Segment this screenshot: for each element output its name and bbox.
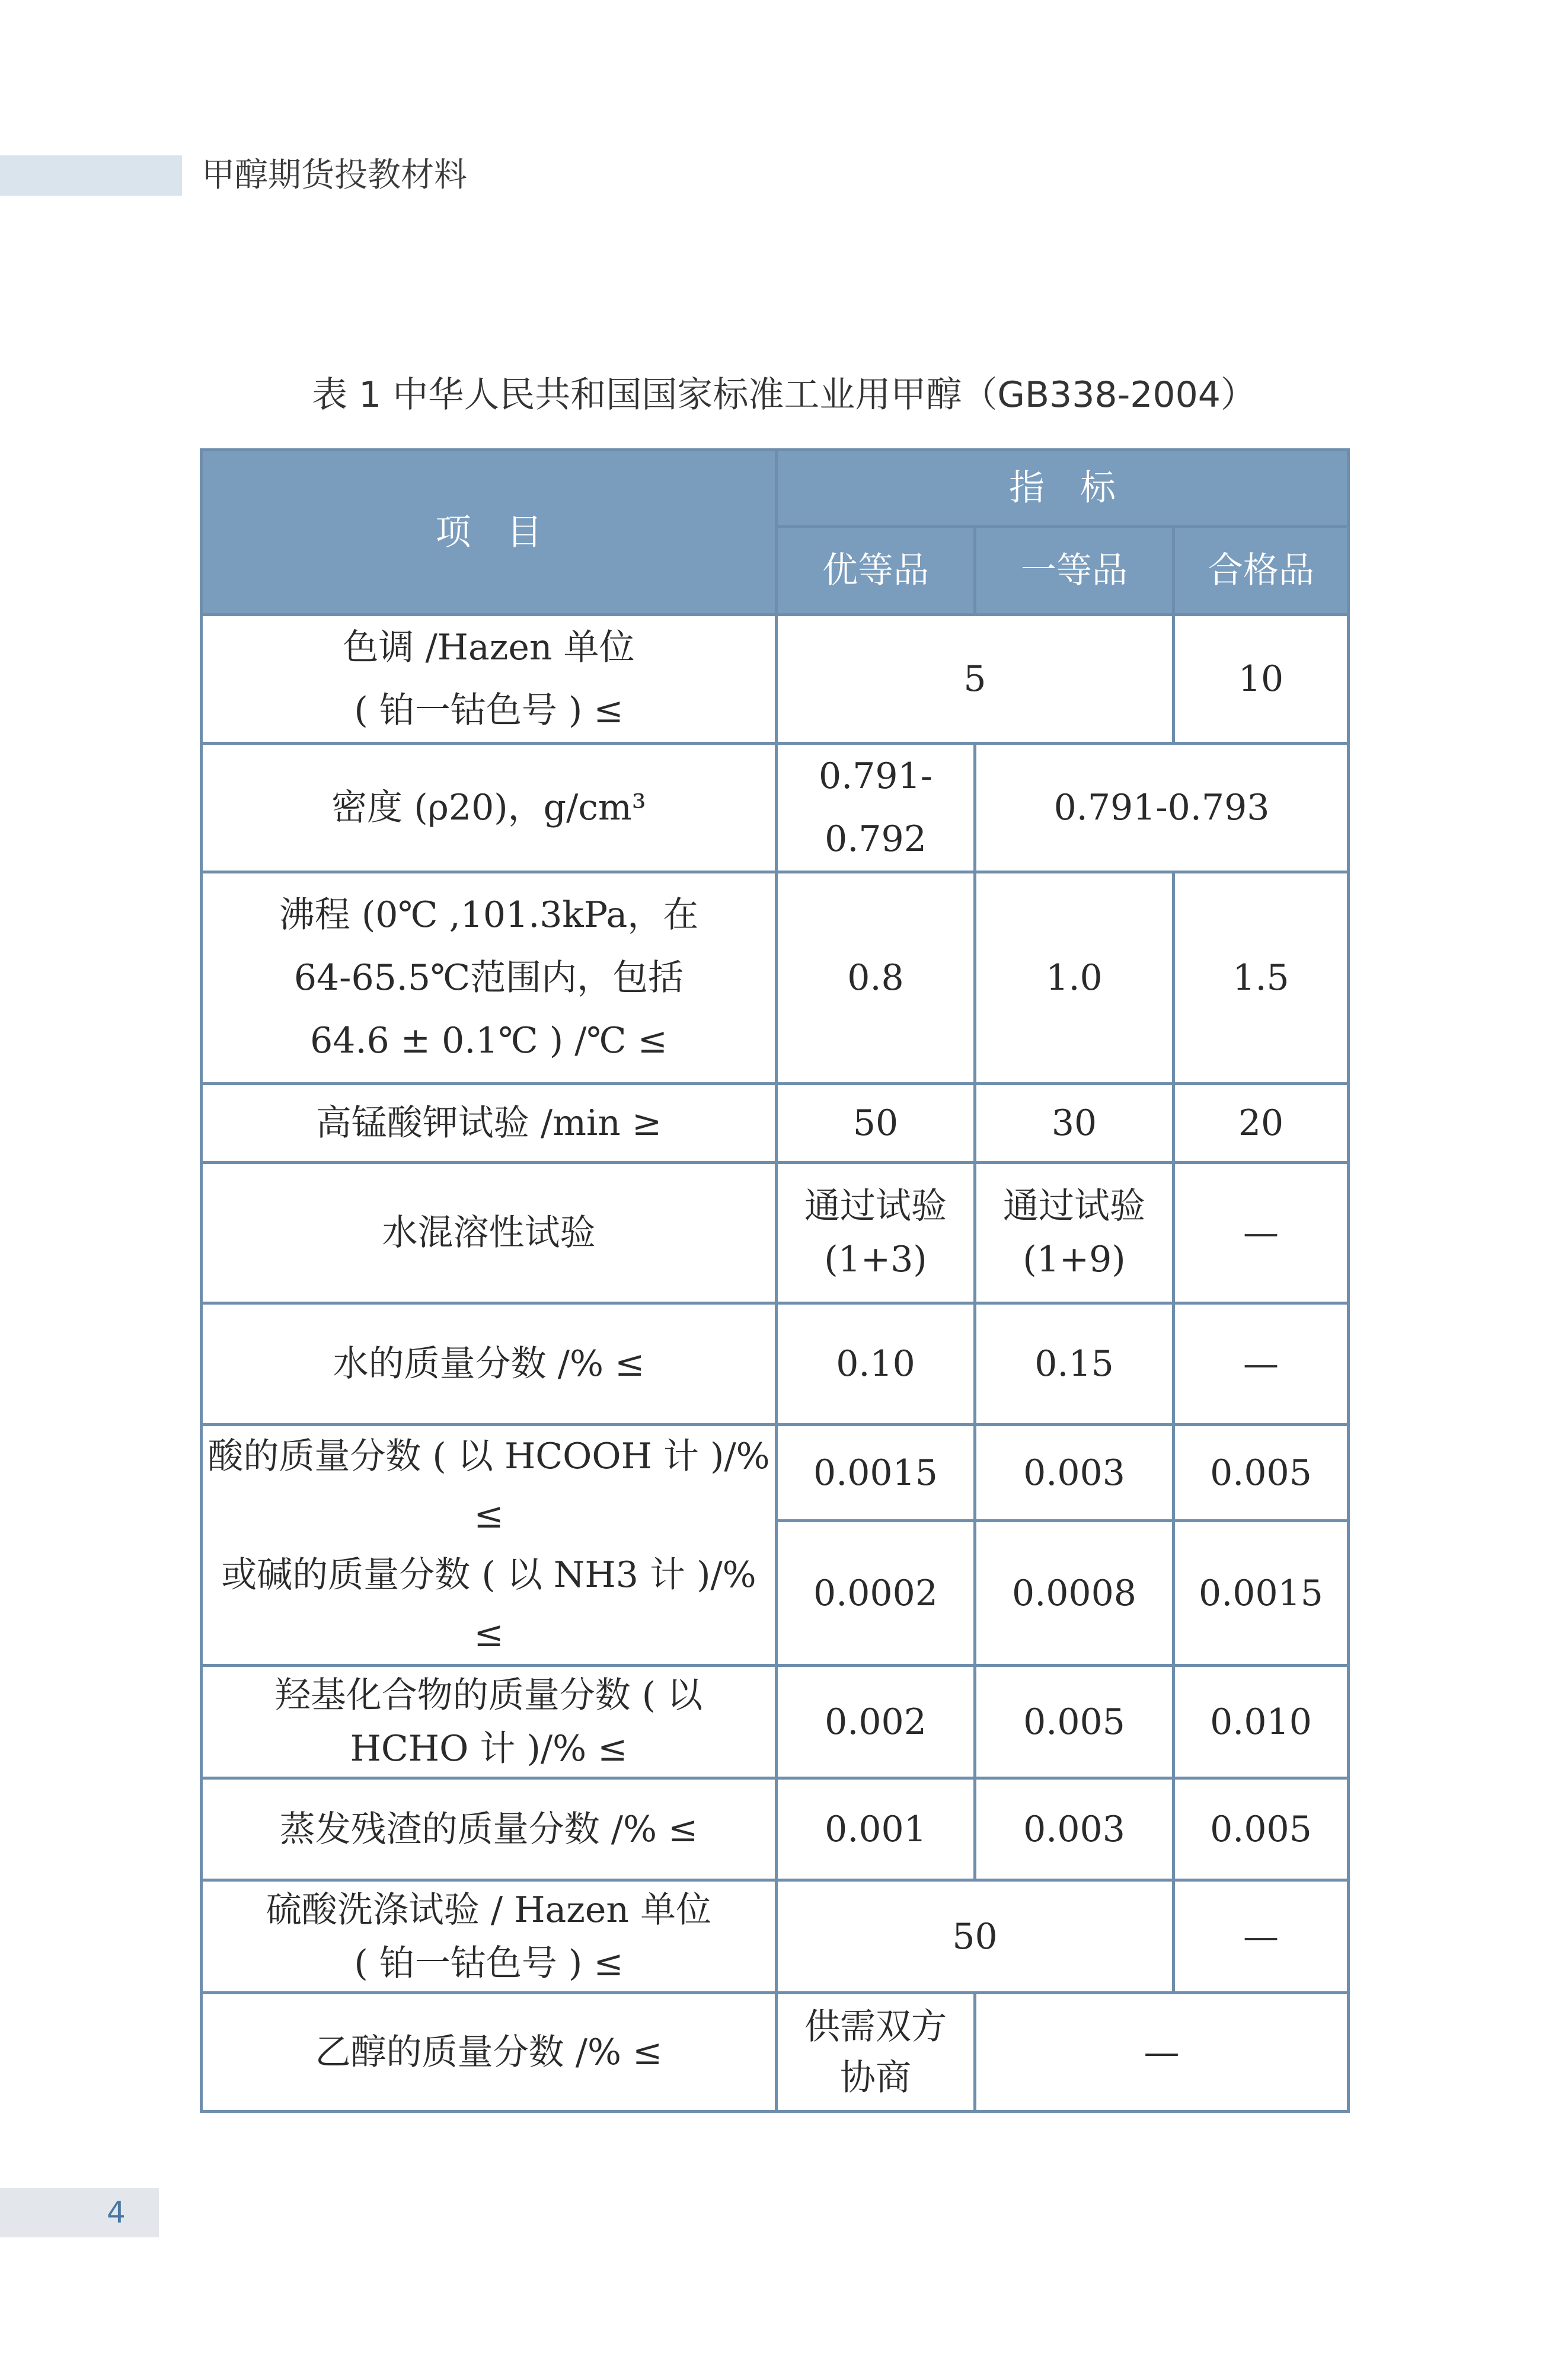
table-row xyxy=(202,744,1349,872)
header-grade-first: 一等品 xyxy=(975,527,1174,615)
header-grade-premium: 优等品 xyxy=(777,527,975,615)
table-cell: 0.010 xyxy=(1174,1666,1349,1778)
table-cell: 50 xyxy=(777,1084,975,1163)
header-item: 项 目 xyxy=(202,450,777,615)
page-number: 4 xyxy=(107,2195,126,2230)
row-label xyxy=(202,615,777,744)
table-cell: — xyxy=(1174,1163,1349,1303)
table-cell: 1.5 xyxy=(1174,872,1349,1084)
table-caption: 表 1 中华人民共和国国家标准工业用甲醇（GB338-2004） xyxy=(312,374,1256,416)
table-cell xyxy=(975,1163,1174,1303)
row-label: 蒸发残渣的质量分数 /% ≤ xyxy=(202,1778,777,1880)
table-cell: 0.0015 xyxy=(1174,1521,1349,1666)
table-cell: 0.0002 xyxy=(777,1521,975,1666)
table-row xyxy=(202,1084,1349,1163)
row-label: 水的质量分数 /% ≤ xyxy=(202,1303,777,1425)
table-cell: — xyxy=(975,1993,1349,2112)
table-cell: 1.0 xyxy=(975,872,1174,1084)
table-row xyxy=(202,615,1349,744)
cell-line: 协商 xyxy=(840,2057,911,2099)
row-label xyxy=(202,1666,777,1778)
table-cell xyxy=(777,1993,975,2112)
table-row xyxy=(202,1666,1349,1778)
header-title: 甲醇期货投教材料 xyxy=(202,156,467,195)
table-cell: 50 xyxy=(777,1880,1174,1993)
row-label-line: ≤ xyxy=(474,1613,504,1655)
cell-line: 供需双方 xyxy=(804,2006,947,2048)
cell-line: 0.792 xyxy=(825,818,927,860)
row-label: 密度 (ρ20)，g/cm³ xyxy=(202,744,777,872)
row-label-line: 或碱的质量分数 ( 以 NH3 计 )/% xyxy=(221,1554,756,1596)
methanol-standard-table xyxy=(200,448,1350,2113)
table-cell: 0.005 xyxy=(1174,1425,1349,1521)
table-cell: 0.003 xyxy=(975,1425,1174,1521)
page-number-band xyxy=(0,2188,159,2237)
row-label-line: HCHO 计 )/% ≤ xyxy=(350,1727,628,1769)
row-label-line: 64.6 ± 0.1℃ ) /℃ ≤ xyxy=(310,1020,668,1061)
row-label xyxy=(202,872,777,1084)
table-cell: 0.8 xyxy=(777,872,975,1084)
table-cell: 0.0008 xyxy=(975,1521,1174,1666)
table-cell: 10 xyxy=(1174,615,1349,744)
cell-line: 通过试验 xyxy=(1003,1185,1145,1227)
table-cell: — xyxy=(1174,1880,1349,1993)
table-row xyxy=(202,1880,1349,1993)
row-label xyxy=(202,1880,777,1993)
table-cell: 0.001 xyxy=(777,1778,975,1880)
row-label: 乙醇的质量分数 /% ≤ xyxy=(202,1993,777,2112)
header-index: 指 标 xyxy=(777,450,1349,527)
row-label-line: 64-65.5℃范围内，包括 xyxy=(293,957,684,999)
row-label-line: 硫酸洗涤试验 / Hazen 单位 xyxy=(266,1889,712,1931)
row-label xyxy=(202,1425,777,1666)
row-label-line: ( 铂一钴色号 ) ≤ xyxy=(354,1942,624,1984)
row-label-line: 色调 /Hazen 单位 xyxy=(343,627,635,668)
header-grade-qualified: 合格品 xyxy=(1174,527,1349,615)
table-cell: 5 xyxy=(777,615,1174,744)
table-cell: 0.791-0.793 xyxy=(975,744,1349,872)
table-cell: 30 xyxy=(975,1084,1174,1163)
table-cell: — xyxy=(1174,1303,1349,1425)
table-row xyxy=(202,1778,1349,1880)
table-cell xyxy=(777,1163,975,1303)
row-label-line: 酸的质量分数 ( 以 HCOOH 计 )/% xyxy=(207,1435,770,1477)
row-label-line: ( 铂一钴色号 ) ≤ xyxy=(354,690,624,731)
row-label: 高锰酸钾试验 /min ≥ xyxy=(202,1084,777,1163)
cell-line: (1+9) xyxy=(1023,1239,1126,1280)
table-cell: 0.002 xyxy=(777,1666,975,1778)
row-label: 水混溶性试验 xyxy=(202,1163,777,1303)
cell-line: 0.791- xyxy=(818,755,933,797)
table-cell: 0.005 xyxy=(1174,1778,1349,1880)
cell-line: 通过试验 xyxy=(804,1185,947,1227)
table-row xyxy=(202,872,1349,1084)
table-row xyxy=(202,1993,1349,2112)
table-cell: 0.10 xyxy=(777,1303,975,1425)
table-cell: 0.15 xyxy=(975,1303,1174,1425)
table-cell: 0.005 xyxy=(975,1666,1174,1778)
header-band xyxy=(0,155,182,196)
row-label-line: ≤ xyxy=(474,1494,504,1536)
table-row xyxy=(202,1425,1349,1521)
table-cell xyxy=(777,744,975,872)
table-cell: 0.0015 xyxy=(777,1425,975,1521)
row-label-line: 沸程 (0℃ ,101.3kPa，在 xyxy=(279,894,699,936)
table-row xyxy=(202,1163,1349,1303)
row-label-line: 羟基化合物的质量分数 ( 以 xyxy=(274,1674,703,1716)
table-row xyxy=(202,1303,1349,1425)
cell-line: (1+3) xyxy=(824,1239,927,1280)
table-cell: 20 xyxy=(1174,1084,1349,1163)
table-cell: 0.003 xyxy=(975,1778,1174,1880)
